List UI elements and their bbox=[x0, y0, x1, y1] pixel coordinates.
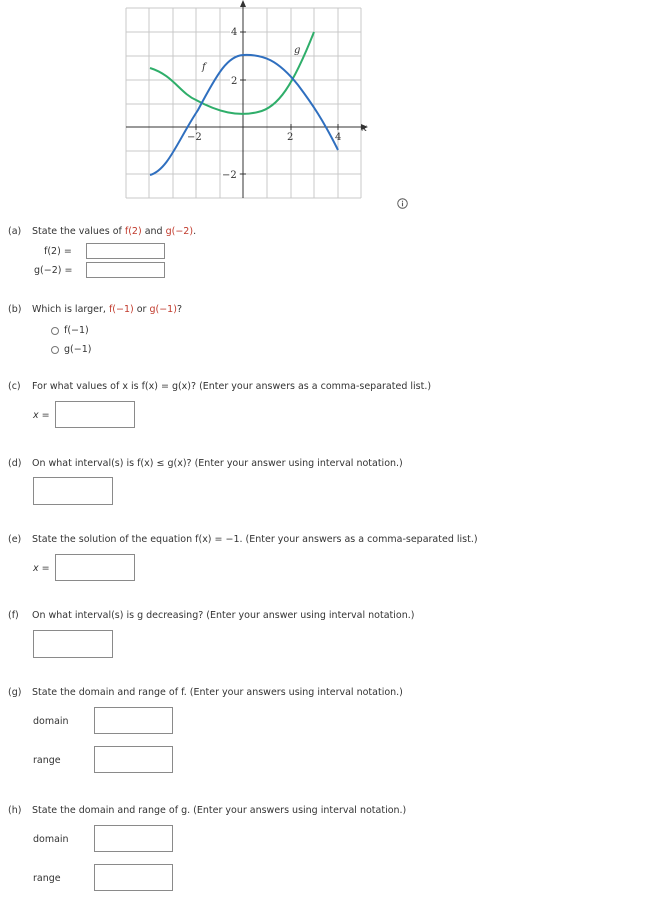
expr-fneg1: f(−1) bbox=[108, 304, 134, 315]
answer-input-domain-g[interactable] bbox=[94, 825, 173, 852]
g-curve bbox=[150, 32, 314, 114]
question-f bbox=[8, 610, 414, 621]
question-tag: (d) bbox=[8, 458, 22, 469]
answer-input-range-f[interactable] bbox=[94, 746, 173, 773]
label-domain-f: domain bbox=[33, 716, 69, 727]
question-b bbox=[8, 304, 182, 315]
question-tag: (c) bbox=[8, 381, 21, 392]
answer-input-c[interactable] bbox=[55, 401, 135, 428]
answer-input-f[interactable] bbox=[33, 630, 113, 658]
radio-gneg1[interactable] bbox=[51, 346, 59, 354]
radio-fneg1[interactable] bbox=[51, 327, 59, 335]
function-graph bbox=[118, 0, 368, 205]
question-h bbox=[8, 805, 406, 816]
g-label: g bbox=[294, 45, 301, 56]
question-text: State the values of bbox=[32, 226, 125, 237]
y-label-neg2: −2 bbox=[222, 170, 237, 181]
label-range-f: range bbox=[33, 755, 61, 766]
question-text: For what values of x is f(x) = g(x)? (Enter your answers as a comma-separated list.) bbox=[32, 381, 432, 392]
question-d bbox=[8, 458, 403, 469]
question-text: State the solution of the equation f(x) = −1. (Enter your answers as a comma-separated list.) bbox=[32, 534, 478, 545]
x-axis-name: x bbox=[361, 123, 367, 134]
expr-gneg2: g(−2) bbox=[165, 226, 194, 237]
expr-gneg1: g(−1) bbox=[149, 304, 177, 315]
question-text: State the domain and range of f. (Enter your answers using interval notation.) bbox=[32, 687, 403, 698]
question-tag: (e) bbox=[8, 534, 22, 545]
expr-f2: f(2) bbox=[124, 226, 142, 237]
answer-input-range-g[interactable] bbox=[94, 864, 173, 891]
question-tag: (a) bbox=[8, 226, 22, 237]
question-text: State the domain and range of g. (Enter your answers using interval notation.) bbox=[32, 805, 407, 816]
f-curve bbox=[150, 55, 338, 175]
question-c bbox=[8, 381, 431, 392]
question-text: On what interval(s) is f(x) ≤ g(x)? (Enter your answer using interval notation.) bbox=[32, 458, 403, 469]
radio-label-fneg1: f(−1) bbox=[64, 325, 89, 336]
y-label-4: 4 bbox=[231, 27, 238, 38]
answer-input-d[interactable] bbox=[33, 477, 113, 505]
axes bbox=[126, 4, 366, 198]
answer-input-gneg2[interactable] bbox=[86, 262, 165, 278]
question-a bbox=[8, 226, 196, 237]
x-label-neg2: −2 bbox=[187, 132, 202, 143]
f-label: f bbox=[202, 62, 206, 73]
question-text: or bbox=[133, 304, 150, 315]
label-range-g: range bbox=[33, 873, 61, 884]
label-x-c: x = bbox=[33, 410, 50, 421]
question-g bbox=[8, 687, 403, 698]
question-e bbox=[8, 534, 478, 545]
y-axis-arrow bbox=[240, 0, 246, 7]
question-text: Which is larger, bbox=[32, 304, 109, 315]
question-tag: (h) bbox=[8, 805, 22, 816]
label-x-e: x = bbox=[33, 563, 50, 574]
x-label-4: 4 bbox=[335, 132, 342, 143]
answer-input-e[interactable] bbox=[55, 554, 135, 581]
y-label-2: 2 bbox=[231, 76, 238, 87]
question-tag: (b) bbox=[8, 304, 22, 315]
answer-input-f2[interactable] bbox=[86, 243, 165, 259]
radio-label-gneg1: g(−1) bbox=[64, 344, 92, 355]
question-tag: (g) bbox=[8, 687, 22, 698]
question-text: and bbox=[141, 226, 166, 237]
label-f2: f(2) = bbox=[44, 246, 72, 257]
label-domain-g: domain bbox=[33, 834, 69, 845]
x-label-2: 2 bbox=[287, 132, 294, 143]
answer-input-domain-f[interactable] bbox=[94, 707, 173, 734]
label-gneg2: g(−2) = bbox=[34, 265, 73, 276]
question-tag: (f) bbox=[8, 610, 19, 621]
info-icon[interactable] bbox=[397, 198, 408, 209]
question-text: . bbox=[193, 226, 197, 237]
question-text: On what interval(s) is g decreasing? (Enter your answer using interval notation.) bbox=[32, 610, 415, 621]
question-text: ? bbox=[176, 304, 182, 315]
